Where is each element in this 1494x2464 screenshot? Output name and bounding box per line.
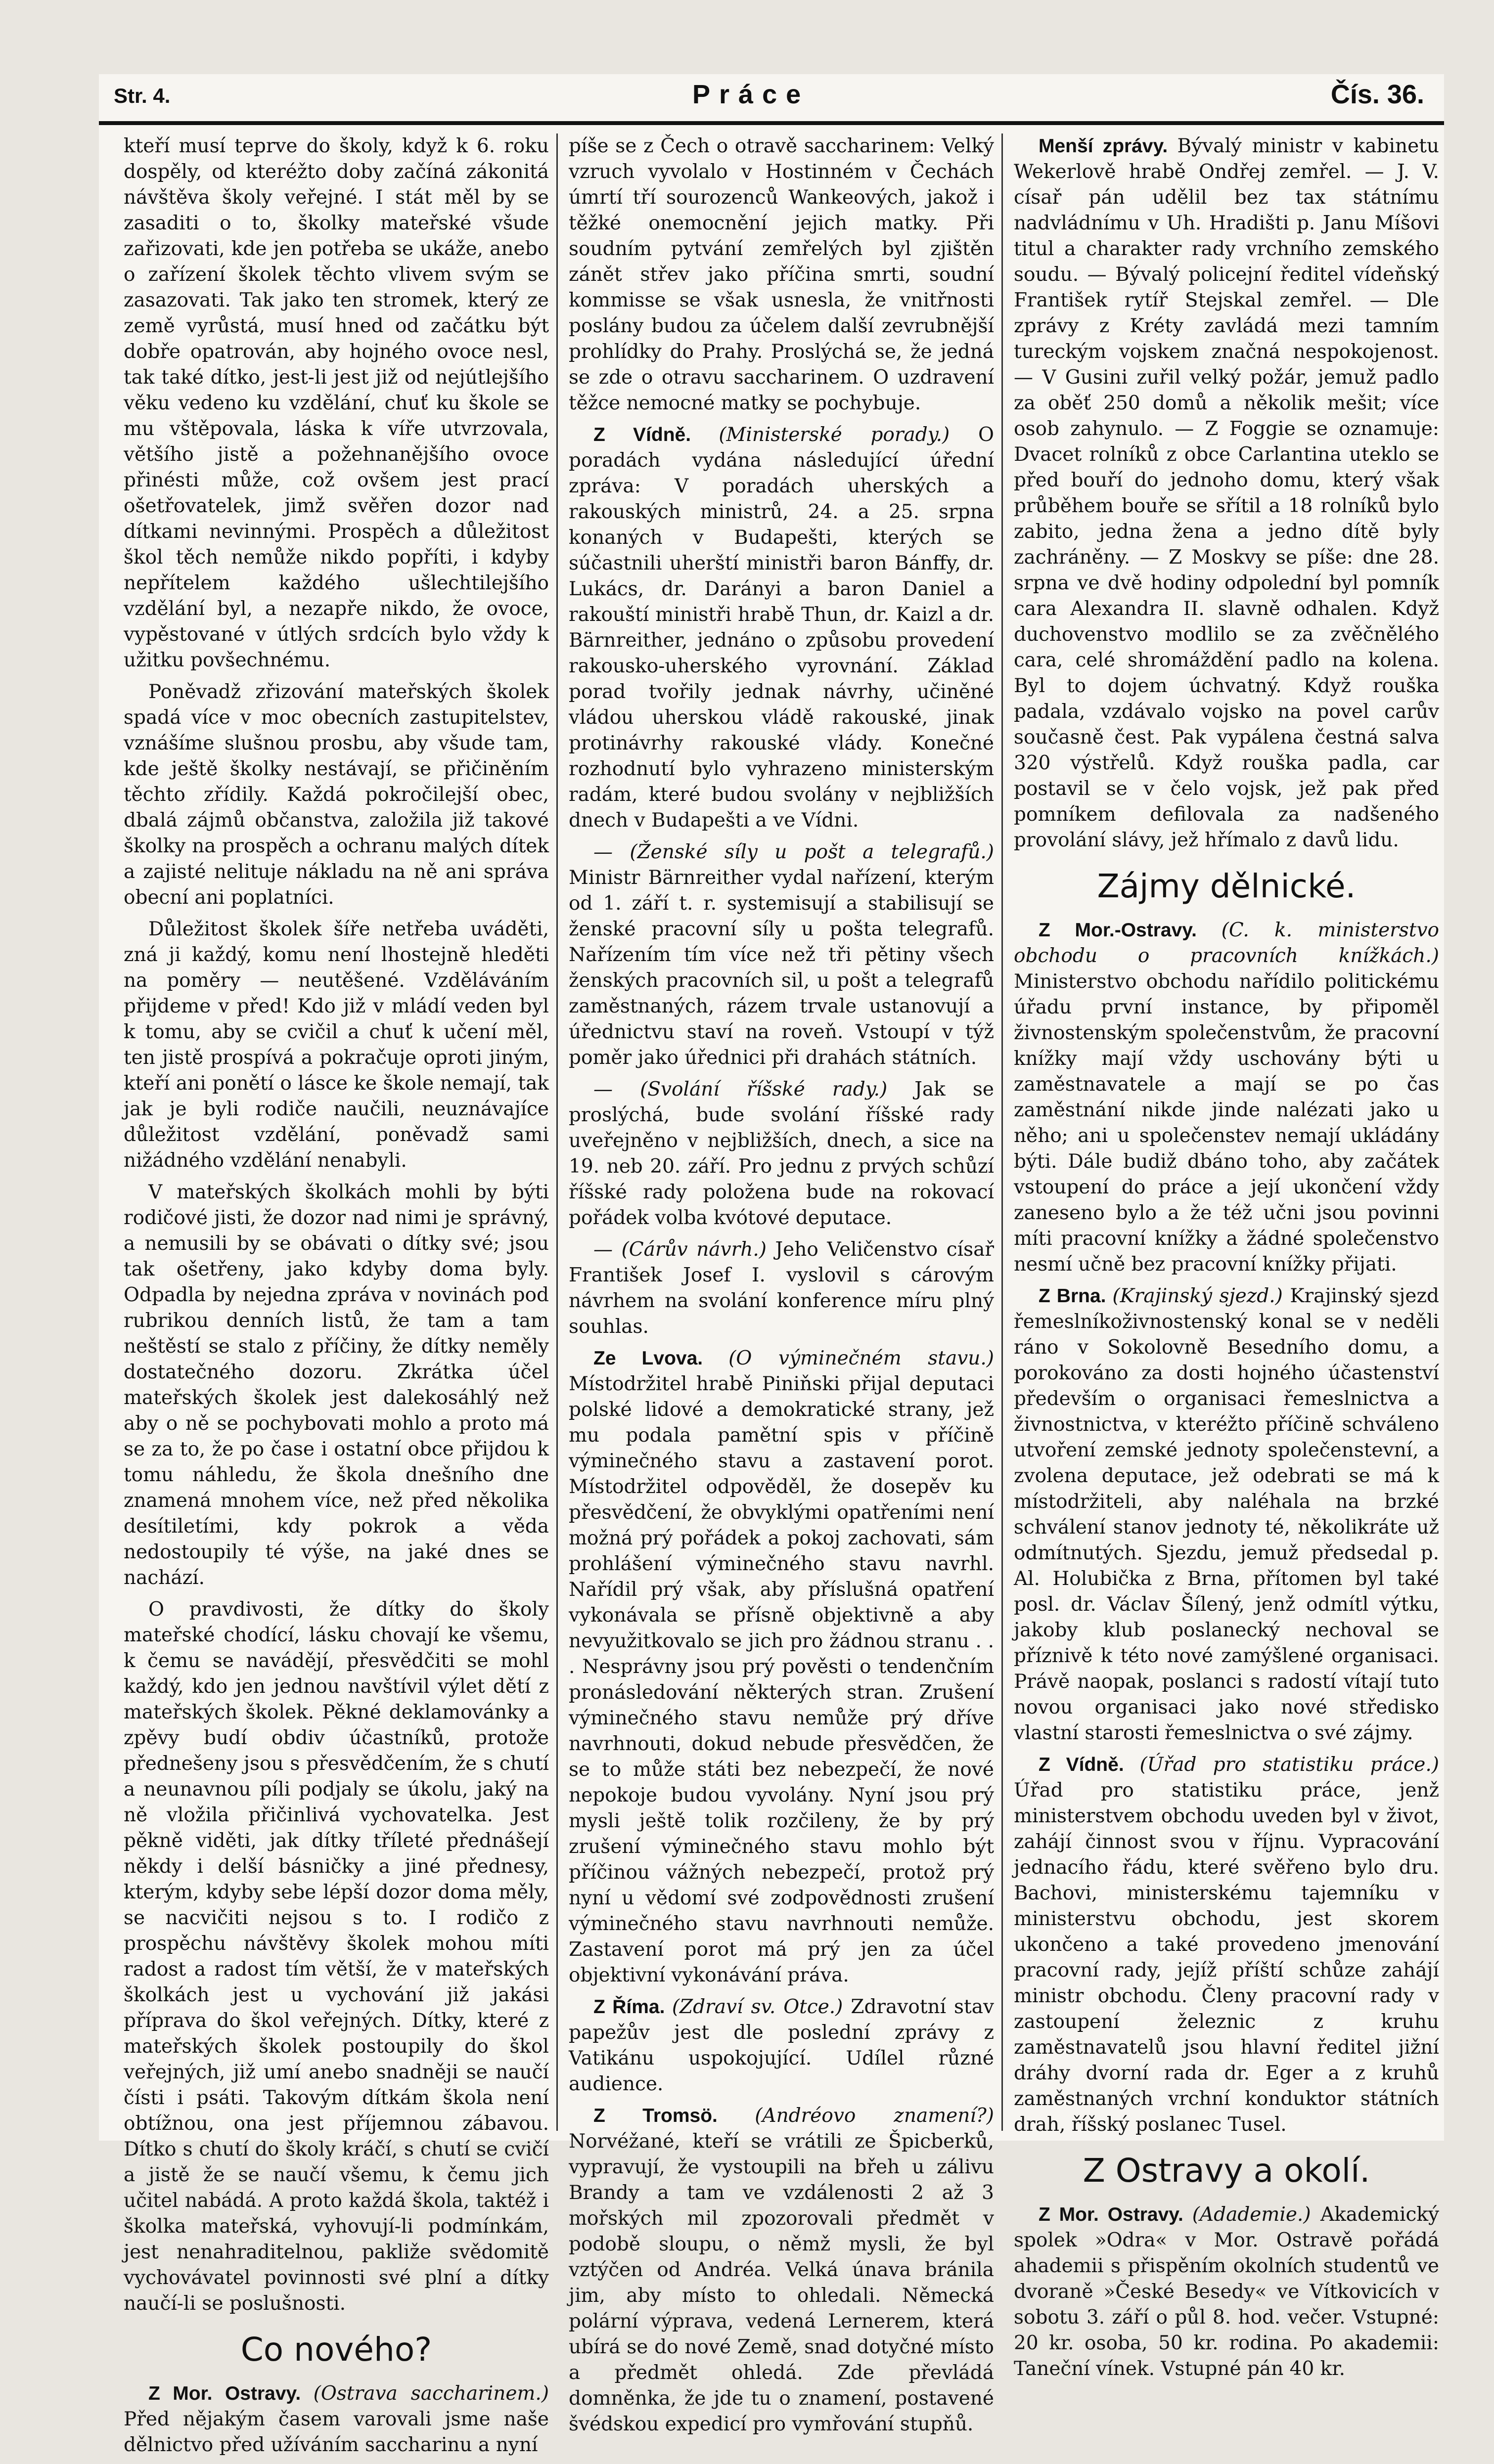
column-2 — [569, 133, 994, 2443]
article-paragraph: Důležitost školek šíře netřeba uváděti, zná ji každý, komu není lhostejně hleděti na poměry — neutěšené. Vzděláváním přijdeme v před! Kdo již v mládí veden byl k tomu, aby se cvičil a chuť k učení měl, ten jistě prospívá a pokračuje oproti jiným, kteří ani ponětí o lásce ke škole nemají, tak jak je byli rodiče naučili, neuznávajíce důležitost vzdělání, poněvadž sami nižádného vzdělání nenabyli. — [124, 918, 549, 1172]
news-subtitle: (Ostrava saccharinem.) — [313, 2382, 549, 2405]
news-item — [569, 1994, 994, 2097]
news-place: Z Brna. — [1039, 1285, 1113, 1307]
news-place: Z Říma. — [593, 1996, 672, 2018]
column-divider — [556, 133, 558, 2131]
news-item — [1014, 133, 1439, 853]
header-rule — [99, 121, 1444, 125]
news-text: Před nějakým časem varovali jsme naše dělnictvo před užíváním saccharinu a nyní — [124, 2408, 549, 2456]
news-item — [569, 422, 994, 834]
news-text: Ministr Bärnreither vydal nařízení, kterým od 1. září t. r. systemisují a stabilisují se ženské pracovní síly u pošta telegrafů. Nařízením tím více než tři pětiny všech ženských pracovních sil, u pošt a telegrafů zaměstnaných, rázem trvale ustanovují a úřednictvu staví na roveň. Vstoupí v týž poměr jako úřednici při drahách státních. — [569, 867, 994, 1069]
news-subtitle: (Andréovo znamení?) — [755, 2105, 994, 2127]
news-subtitle: — (Svolání říšské rady.) — [593, 1078, 915, 1100]
news-place: Ze Lvova. — [593, 1348, 729, 1369]
news-place: Menší zprávy. — [1039, 135, 1177, 157]
news-subtitle: (Úřad pro statistiku práce.) — [1139, 1754, 1439, 1776]
news-text: Úřad pro statistiku práce, jenž ministerstvem obchodu uveden byl v život, zahájí činnost svou v říjnu. Vypracování jednacího řádu, které svěřeno bylo dru. Bachovi, ministerskému tajemníku v ministerstvu obchodu, jest skorem ukončeno a také provedeno jmenování pracovní rady, jejíž příští schůze zahájí ministr obchodu. Členy pracovní rady v zastoupení železnic z kruhu zaměstnavatelů jsou hlavní ředitel jižní dráhy dvorní rada dr. Eger a z kruhů zaměstnaných vrchní konduktor státních drah, říšský poslanec Tusel. — [1014, 1779, 1439, 2136]
news-item — [1014, 1283, 1439, 1746]
news-subtitle: (O výminečném stavu.) — [728, 1347, 994, 1369]
section-heading: Co nového? — [240, 2331, 432, 2369]
news-item — [124, 2381, 549, 2458]
section-heading: Zájmy dělnické. — [1097, 867, 1356, 905]
news-place: Z Mor. Ostravy. — [1039, 2204, 1192, 2225]
news-subtitle: (Zdraví sv. Otce.) — [672, 1996, 851, 2018]
article-paragraph: O pravdivosti, že dítky do školy mateřské chodící, lásku chovají ke všemu, k čemu se navádějí, přesvědčiti se mohl každý, kdo jen jednou navštívil výlet dětí z mateřských školek. Pěkné deklamovánky a zpěvy budí obdiv účastníků, protože přednešeny jsou s přesvědčením, že s chutí a neunavnou píli podjaly se úkolu, jaký na ně vložila přičinlivá vychovatelka. Jest pěkně viděti, jak dítky tříleté přednášejí někdy i delší básničky a jiné přednesy, kterým, kdyby sebe lépší dozor doma měly, se nacvičiti nejsou s to. I rodičo z prospěchu návštěvy školek mohou míti radost a radost tím větší, že v mateřských školkách jest u vychování již jakási příprava do škol veřejných. Dítky, které z mateřských školek postoupily do škol veřejných, již umí anebo snadněji se naučí čísti i psáti. Takovým dítkám škola není obtížnou, ona jest příjemnou zábavou. Dítko s chutí do školy kráčí, s chutí se cvičí a jistě že se naučí všemu, k čemu jich učitel nabádá. A proto každá škola, taktéž i školka mateřská, vyhovují-li podmínkám, jest nenahraditelnou, pakliže svědomitě vychovávatel povinnosti své plní a dítky naučí-li se poslušnosti. — [124, 1598, 549, 2315]
news-subtitle: (Krajinský sjezd.) — [1112, 1285, 1290, 1307]
news-text: Místodržitel hrabě Piniňski přijal deputaci polské lidové a demokratické strany, jež mu podala pamětní spis v příčině výminečného stavu a zastavení porot. Místodržitel odpověděl, že dosepěv ku přesvědčení, že obvyklými opatřeními není možná prý pořádek a pokoj zachovati, sám prohlášení výminečného stavu navrhl. Nařídil prý však, aby příslušná opatření vykonávala se přísně objektivně a aby nevyužitkovalo se jich pro žádnou stranu . . . Nesprávny jsou prý pověsti o tendenčním pronásledování některých stran. Zrušení výminečného stavu nemůže prý dříve navrhnouti, dokud nebude přesvědčen, že se to může státi bez nebezpečí, že nové nepokoje budou vyvolány. Nyní jsou prý mysli ještě tolik rozčileny, že by prý zrušení výminečného stavu mohlo být příčinou vážných nebezpečí, protož prý nyní u vědomí své zodpovědnosti zrušení výminečného stavu navrhnouti nemůže. Zastavení porot má prý jen za účel objektivní vykonávání práva. — [569, 1373, 994, 1986]
column-1 — [124, 133, 549, 2464]
news-text: Akademický spolek »Odra« v Mor. Ostravě pořádá ahademii s přispěním okolních studentů ve dvoraně »České Besedy« ve Vítkovicích v sobotu 3. září o půl 8. hod. večer. Vstupné: 20 kr. osoba, 50 kr. rodina. Po akademii: Taneční vínek. Vstupné pán 40 kr. — [1014, 2203, 1440, 2380]
section-heading: Z Ostravy a okolí. — [1083, 2152, 1370, 2190]
news-place: Z Mor.-Ostravy. — [1039, 920, 1222, 941]
news-text: Ministerstvo obchodu nařídilo politickému úřadu první instance, by připoměl živnostenským společenstvům, že pracovní knížky mají vždy uschovány býti u zaměstnavatele a mají se po čas zaměstnání nikde jinde nalézati jako u něho; ani u společenstev nemají ukládány býti. Dále budiž dbáno toho, aby začátek vstoupení do práce a její ukončení vždy zaneseno bylo a že též učni jsou povinni míti pracovní knížky a žádné společenstvo nesmí učně bez pracovní knížky přijati. — [1014, 970, 1439, 1276]
news-text: Norvéžané, kteří se vrátili ze Špicberků, vypravují, že vystoupili na břeh u zálivu Brandy a tam ve vzdálenosti 2 až 3 mořských mil zpozorovali předmět v podobě sloupu, o němž mysli, že byl vztýčen od Andréa. Velká únava bránila jim, aby místo to ohledali. Německá polární výprava, vedená Lernerem, která ubírá se do nové Země, snad dotyčné místo a předmět ohledá. Zde převládá domněnka, že jde tu o znamení, postavené švédskou expedicí pro vymřování stupňů. — [569, 2130, 994, 2435]
news-text: Krajinský sjezd řemeslníkoživnostenský konal se v neděli ráno v Sokolovně Besedního domu, a porokováno za dosti hojného účastenství především o organisaci řemeslnictva a živnostnictva, v kteréžto příčině schváleno utvoření zemské jednoty společenstevní, a zvolena deputace, jež odebrati se má k místodržiteli, aby naléhala na brzké schválení stanov jednoty té, několikráte už odmítnutých. Sjezdu, jemuž předsedal p. Al. Holubička z Brna, přítomen byl také posl. dr. Václav Šílený, jenž odmítl výtku, jakoby klub poslanecký nechoval se příznivě k této nové zamýšlené organisaci. Právě naopak, poslanci s radostí vítají tuto novou organisaci jako nové středisko vlastní starosti řemeslnictva o své zájmy. — [1014, 1285, 1439, 1744]
news-item — [569, 2103, 994, 2437]
news-text: Jeho Veličenstvo císař František Josef I. vyslovil s cárovým návrhem na svolání konference míru plný souhlas. — [569, 1238, 994, 1338]
news-subtitle: (Adademie.) — [1192, 2203, 1320, 2226]
news-item — [569, 839, 994, 1071]
issue-number: Čís. 36. — [1330, 80, 1424, 109]
news-place: Z Vídně. — [1039, 1754, 1140, 1775]
masthead-title: Práce — [692, 80, 810, 109]
news-place: Z Mor. Ostravy. — [148, 2383, 314, 2404]
article-paragraph: V mateřských školkách mohli by býti rodičové jisti, že dozor nad nimi je správný, a nemusili by se obávati o dítky své; jsou tak ošetřeny, jako kdyby doma byly. Odpadla by nejedna zpráva v novinách pod rubrikou denních listů, že tam a tam neštěstí se stalo z příčiny, že dítky neměly dostatečného dozoru. Zkrátka účel mateřských školek jest dalekosáhlý než aby o ně se pochybovati mohlo a proto má se za to, že po čase i ostatní obce přijdou k tomu náhledu, že škola dnešního dne znamená mnohem více, než před několika desítiletími, kdy pokrok a věda nedostoupily té výše, na jaké dnes se nachází. — [124, 1181, 549, 1589]
news-subtitle: — (Ženské síly u pošt a telegrafů.) — [593, 841, 994, 863]
news-subtitle: — (Cárův návrh.) — [593, 1238, 775, 1261]
page-header — [99, 74, 1444, 129]
news-text: Jak se proslýchá, bude svolání říšské rady uveřejněno v nejbližších, dnech, a sice na 19. neb 20. září. Pro jednu z prvých schůzí říšské rady položena bude na rokovací pořádek volba kvótové deputace. — [569, 1078, 994, 1229]
news-item — [1014, 918, 1439, 1277]
news-place: Z Tromsö. — [593, 2105, 755, 2126]
article-paragraph: píše se z Čech o otravě saccharinem: Velký vzruch vyvolalo v Hostinném v Čechách úmrtí tří sourozenců Wankeových, jakož i těžké onemocnění jejich matky. Při soudním pytvání zemřelých byl zjištěn zánět střev jako příčina smrti, soudní kommisse se však usnesla, že vnitřnosti poslány budou za účelem další zevrubnější prohlídky do Prahy. Proslýchá se, že jedná se zde o otravu saccharinem. O uzdravení těžce nemocné matky se pochybuje. — [569, 135, 994, 414]
page-number: Str. 4. — [114, 84, 171, 107]
news-text: Zdravotní stav papežův jest dle poslední zprávy z Vatikánu uspokojující. Udílel různé audience. — [569, 1996, 994, 2095]
news-item — [1014, 2202, 1439, 2382]
news-item — [569, 1077, 994, 1231]
news-place: Z Vídně. — [593, 424, 719, 445]
newspaper-page — [99, 74, 1444, 2456]
article-paragraph: kteří musí teprve do školy, když k 6. roku dospěly, od kteréžto doby začíná zákonitá návštěva školy veřejné. I stát měl by se zasaditi o to, školky mateřské všude zařizovati, kde jen potřeba se ukáže, anebo o zařízení školek těchto vlivem svým se zasazovati. Tak jako ten stromek, který ze země vyrůstá, musí hned od začátku být dobře opatrován, aby hojného ovoce nesl, tak také dítko, jest-li jest již od nejútlejšího věku vedeno ku vzdělání, chuť ku škole se mu vštěpovala, láska k víře utvrzovala, většího jistě a požehnanějšího ovoce přinésti může, což ovšem jest prací ošetřovatelek, jimž svěřen dozor nad dítkami nevinnými. Prospěch a důležitost škol těch nemůže nikdo popříti, i kdyby nepřítelem každého ušlechtilejšího vzdělání byl, a nezapře nikdo, že ovoce, vypěstované v útlých srdcích bylo vždy k užitku povšechnému. — [124, 135, 549, 671]
news-item — [1014, 1752, 1439, 2138]
news-text: Bývalý ministr v kabinetu Wekerlově hrabě Ondřej zemřel. — J. V. císař pán udělil bez tax státnímu nadvládnímu v Uh. Hradišti p. Janu Míšovi titul a charakter rady vrchního zemského soudu. — Bývalý policejní ředitel vídeňský František rytíř Stejskal zemřel. — Dle zprávy z Kréty zavládá mezi tamním tureckým vojskem značná nespokojenost. — V Gusini zuřil velký požár, jemuž padlo za oběť 250 domů a několik mešit; více osob zahynulo. — Z Foggie se oznamuje: Dvacet rolníků z obce Carlantina uteklo se před bouří do jednoho domu, který však průběhem bouře se sřítil a 18 rolníků bylo zabito, jedna žena a jedno dítě byly zachráněny. — Z Moskvy se píše: dne 28. srpna ve dvě hodiny odpolední byl pomník cara Alexandra II. slavně odhalen. Když duchovenstvo modlilo se za zvěčnělého cara, celé shromáždění padlo na kolena. Byl to dojem úchvatný. Když rouška padala, vzdávalo vojsko na povel carův současně čest. Pak vypálena čestná salva 320 výstřelů. Když rouška padla, car postavil se v čelo vojsk, jež pak před pomníkem defilovala za nadšeného provolání slávy, jež hřímalo z davů lidu. — [1014, 135, 1439, 851]
news-subtitle: (Ministerské porady.) — [719, 424, 979, 446]
column-divider — [1001, 133, 1003, 2131]
news-subtitle: (C. k. ministerstvo obchodu o pracovních knížkách.) — [1014, 919, 1439, 967]
article-paragraph: Poněvadž zřizování mateřských školek spadá více v moc obecních zastupitelstev, vznášíme slušnou prosbu, aby všude tam, kde ještě školky nestávají, se přičiněním těchto zřídily. Každá pokročilejší obec, dbalá zájmů občanstva, založila již takové školky na prospěch a ochranu malých dítek a zajisté nelituje nákladu na ně ani správa obecní ani poplatníci. — [124, 681, 549, 909]
news-item — [569, 1237, 994, 1340]
news-text: O poradách vydána následující úřední zpráva: V poradách uherských a rakouských ministrů, 24. a 25. srpna konaných v Budapešti, kterých se súčastnili uherští ministři baron Bánffy, dr. Lukács, dr. Darányi a baron Daniel a rakouští ministři hrabě Thun, dr. Kaizl a dr. Bärnreither, jednáno o způsobu provedení rakousko-uherského vyrovnání. Základ porad tvořily jednak návrhy, učiněné vládou uherskou vládě rakouské, jinak protinávrhy rakouské vlády. Konečné rozhodnutí bylo vyhrazeno ministerským radám, které budou svolány v nejbližších dnech v Budapešti a ve Vídni. — [569, 424, 994, 832]
news-item — [569, 1346, 994, 1988]
column-3 — [1014, 133, 1439, 2388]
